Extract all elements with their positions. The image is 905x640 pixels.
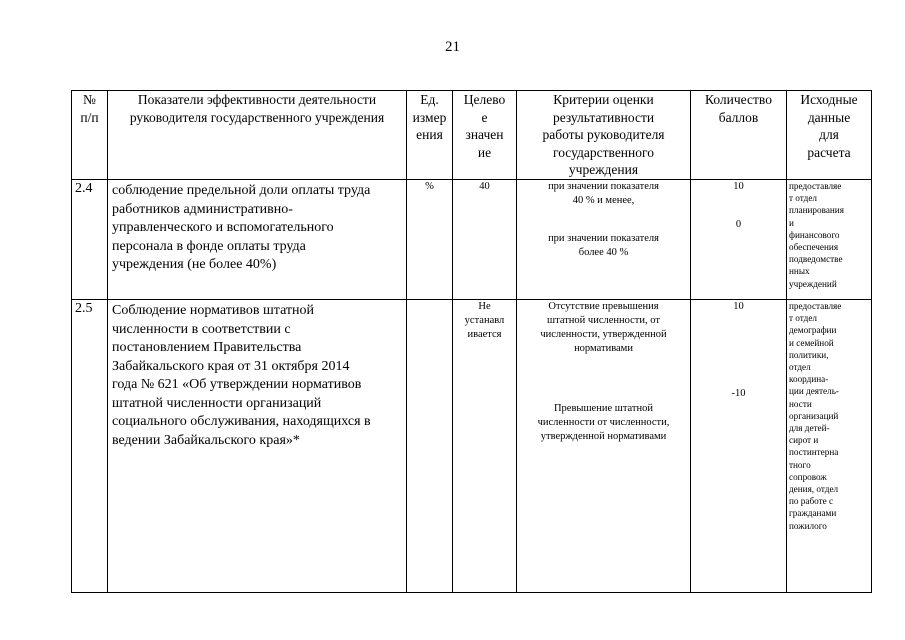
criteria-text: нормативами: [574, 343, 633, 354]
header-text: работы руководителя: [542, 127, 665, 142]
source-text: т отдел: [789, 193, 818, 204]
header-text: государственного: [553, 144, 654, 160]
header-source: [787, 91, 872, 180]
header-text: Показатели эффективности деятельности: [137, 92, 377, 107]
header-text: №: [83, 92, 96, 107]
source-cell: [787, 180, 872, 300]
criteria-spacer: [519, 208, 688, 232]
indicators-table: [71, 90, 872, 593]
header-text: значен: [465, 127, 504, 142]
header-text: Критерии оценки: [553, 92, 654, 107]
criteria-text: численности от численности,: [537, 417, 670, 428]
table-row: [72, 180, 872, 300]
criteria-text: штатной численности, от: [547, 315, 660, 326]
indicator-cell: [108, 180, 407, 300]
criteria-option: [519, 232, 688, 260]
header-text: Ед.: [420, 92, 439, 107]
source-text: планирования: [789, 205, 844, 216]
source-text: учреждений: [789, 278, 837, 289]
header-text: ения: [416, 127, 443, 142]
criteria-cell: [517, 180, 691, 300]
header-text: руководителя государственного учреждения: [129, 109, 385, 125]
criteria-text: Отсутствие превышения: [548, 301, 659, 312]
source-text: предоставляе: [789, 301, 842, 311]
source-text: гражданами: [789, 508, 837, 519]
target-text: ивается: [467, 329, 502, 340]
row-number: 2.4: [72, 180, 108, 300]
criteria-option: [519, 402, 688, 444]
source-cell: [787, 300, 872, 593]
row-number: 2.5: [72, 300, 108, 593]
header-criteria: [517, 91, 691, 180]
header-text: е: [481, 109, 488, 125]
source-text: постинтерна: [789, 447, 839, 458]
target-cell: [453, 180, 517, 300]
header-num: [72, 91, 108, 180]
criteria-option: [519, 300, 688, 356]
source-text: координа-: [789, 374, 829, 385]
header-text: результативности: [552, 109, 655, 125]
indicator-text: ведении Забайкальского края»*: [112, 432, 300, 448]
table-row: [72, 300, 872, 593]
points-value: 10: [733, 181, 744, 192]
source-text: финансового: [789, 229, 840, 240]
points-cell: [691, 180, 787, 300]
criteria-option: [519, 180, 688, 208]
header-text: данные: [807, 109, 851, 125]
target-text: устанавл: [464, 315, 505, 326]
header-text: учреждения: [568, 162, 639, 177]
indicator-text: соблюдение предельной доли оплаты труда: [112, 183, 371, 198]
points-cell: [691, 300, 787, 593]
header-text: баллов: [718, 109, 759, 125]
header-text: измер: [412, 109, 447, 125]
indicator-cell: [108, 300, 407, 593]
source-text: для детей-: [789, 423, 830, 434]
points-value: 10: [733, 301, 744, 312]
indicator-text: года № 621 «Об утверждении нормативов: [112, 377, 362, 392]
source-text: тного: [789, 459, 811, 470]
source-text: политики,: [789, 349, 829, 360]
points-spacer: [693, 194, 784, 218]
source-text: нных: [789, 266, 810, 277]
criteria-text: утвержденной нормативами: [540, 431, 667, 442]
indicator-text: персонала в фонде оплаты труда: [112, 238, 306, 254]
header-text: Количество: [705, 92, 772, 107]
source-text: пожилого: [789, 520, 827, 531]
header-indicator: [108, 91, 407, 180]
indicator-text: управленческого и вспомогательного: [112, 220, 334, 235]
source-text: демографии: [789, 325, 837, 336]
criteria-text: при значении показателя: [548, 233, 659, 244]
source-text: сирот и: [789, 435, 819, 446]
criteria-spacer: [519, 356, 688, 402]
header-text: расчета: [807, 144, 851, 160]
points-spacer: [693, 314, 784, 387]
source-text: подведомстве: [789, 254, 843, 265]
source-text: отдел: [789, 362, 811, 373]
criteria-text: Превышение штатной: [553, 403, 654, 414]
source-text: ции деятель-: [789, 386, 839, 397]
header-text: Исходные: [800, 92, 858, 107]
source-text: обеспечения: [789, 242, 839, 253]
header-text: ие: [477, 144, 492, 160]
target-text: 40: [479, 181, 490, 192]
header-target: [453, 91, 517, 180]
header-text: Целево: [463, 92, 506, 107]
page-number: 21: [445, 39, 460, 55]
source-text: и семейной: [789, 337, 834, 348]
source-text: т отдел: [789, 313, 818, 324]
indicator-text: учреждения (не более 40%): [112, 257, 277, 272]
points-value: -10: [731, 388, 746, 399]
header-points: [691, 91, 787, 180]
criteria-text: при значении показателя: [548, 181, 659, 192]
source-text: ности: [789, 398, 812, 409]
header-text: для: [819, 127, 839, 142]
unit-cell: %: [407, 180, 453, 300]
criteria-text: более 40 %: [578, 247, 629, 258]
header-unit: [407, 91, 453, 180]
indicator-text: Соблюдение нормативов штатной: [112, 303, 315, 318]
source-text: организаций: [789, 410, 839, 421]
indicator-text: постановлением Правительства: [112, 340, 302, 355]
criteria-text: 40 % и менее,: [572, 195, 635, 206]
table-header-row: [72, 91, 872, 180]
source-text: по работе с: [789, 496, 834, 507]
target-cell: [453, 300, 517, 593]
indicator-text: штатной численности организаций: [112, 395, 322, 411]
source-text: и: [789, 217, 794, 228]
criteria-cell: [517, 300, 691, 593]
source-text: сопровож: [789, 471, 827, 482]
unit-cell: [407, 300, 453, 593]
indicator-text: работников административно-: [112, 201, 293, 217]
target-text: Не: [478, 301, 491, 312]
indicator-text: социального обслуживания, находящихся в: [112, 414, 371, 429]
header-text: п/п: [80, 109, 99, 125]
indicator-text: Забайкальского края от 31 октября 2014: [112, 358, 350, 374]
indicator-text: численности в соответствии с: [112, 321, 291, 337]
points-value: 0: [735, 219, 742, 230]
source-text: предоставляе: [789, 181, 842, 191]
criteria-text: численности, утвержденной: [540, 329, 667, 340]
source-text: дения, отдел: [789, 484, 839, 495]
